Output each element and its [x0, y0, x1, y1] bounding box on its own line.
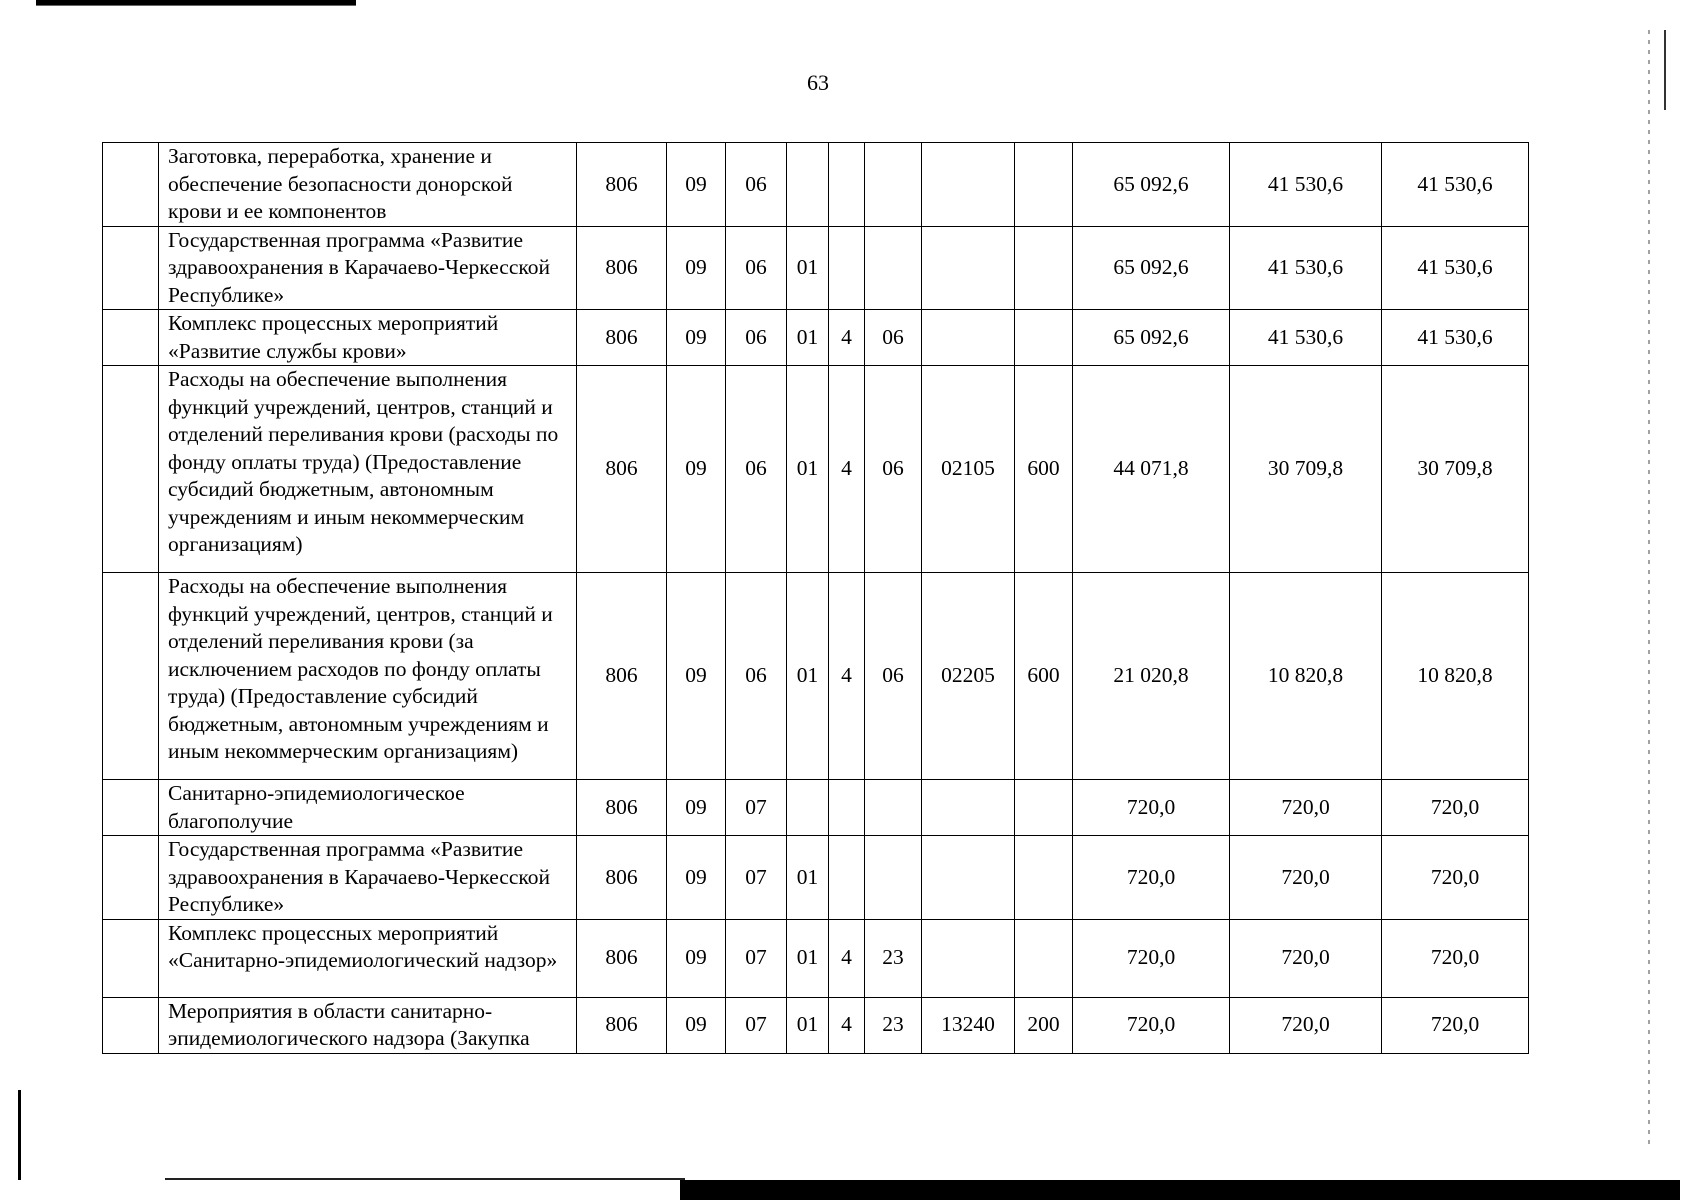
table-row [103, 780, 1529, 836]
budget-table-body [103, 143, 1529, 1054]
section-code-cell: 09 [667, 310, 726, 366]
subprogram-code-cell: 4 [829, 310, 865, 366]
row-index-cell [103, 836, 159, 920]
item-code-cell [865, 226, 922, 310]
agency-code-cell: 806 [577, 226, 667, 310]
expense-type-cell [1015, 226, 1073, 310]
expense-type-cell [1015, 780, 1073, 836]
item-name-cell: Заготовка, переработка, хранение и обеспечение безопасности донорской крови и ее компонентов [159, 143, 577, 227]
direction-code-cell: 13240 [922, 997, 1015, 1053]
subsection-code-cell: 06 [726, 310, 787, 366]
subprogram-code-cell: 4 [829, 366, 865, 573]
item-code-cell: 06 [865, 366, 922, 573]
item-code-cell [865, 780, 922, 836]
section-code-cell: 09 [667, 836, 726, 920]
section-code-cell: 09 [667, 780, 726, 836]
item-name-cell: Мероприятия в области санитарно-эпидемиологического надзора (Закупка [159, 997, 577, 1053]
table-row [103, 836, 1529, 920]
section-code-cell: 09 [667, 997, 726, 1053]
scan-artifact-right-edge-mark [1664, 30, 1666, 110]
program-code-cell: 01 [787, 919, 829, 997]
amount-year3-cell: 10 820,8 [1382, 573, 1529, 780]
row-index-cell [103, 143, 159, 227]
amount-year3-cell: 720,0 [1382, 780, 1529, 836]
amount-year3-cell: 41 530,6 [1382, 310, 1529, 366]
subsection-code-cell: 07 [726, 997, 787, 1053]
direction-code-cell: 02105 [922, 366, 1015, 573]
scan-artifact-top-thin-line [36, 5, 356, 6]
subprogram-code-cell [829, 226, 865, 310]
row-index-cell [103, 226, 159, 310]
section-code-cell: 09 [667, 226, 726, 310]
amount-year3-cell: 720,0 [1382, 997, 1529, 1053]
program-code-cell: 01 [787, 366, 829, 573]
amount-year1-cell: 65 092,6 [1073, 143, 1230, 227]
amount-year1-cell: 21 020,8 [1073, 573, 1230, 780]
row-index-cell [103, 310, 159, 366]
direction-code-cell [922, 836, 1015, 920]
scan-artifact-left-edge [18, 1090, 21, 1180]
row-index-cell [103, 997, 159, 1053]
subprogram-code-cell [829, 836, 865, 920]
item-name-cell: Расходы на обеспечение выполнения функций учреждений, центров, станций и отделений переливания крови (за исключением расходов по фонду оплаты труда) (Предоставление субсидий бюджетным, автономным учреждениям и иным некоммерческим организациям) [159, 573, 577, 780]
row-index-cell [103, 919, 159, 997]
subsection-code-cell: 06 [726, 143, 787, 227]
amount-year2-cell: 30 709,8 [1230, 366, 1382, 573]
item-code-cell: 23 [865, 919, 922, 997]
agency-code-cell: 806 [577, 997, 667, 1053]
amount-year1-cell: 65 092,6 [1073, 310, 1230, 366]
agency-code-cell: 806 [577, 143, 667, 227]
agency-code-cell: 806 [577, 836, 667, 920]
amount-year3-cell: 720,0 [1382, 919, 1529, 997]
expense-type-cell [1015, 310, 1073, 366]
item-code-cell: 06 [865, 573, 922, 780]
amount-year2-cell: 41 530,6 [1230, 226, 1382, 310]
agency-code-cell: 806 [577, 310, 667, 366]
scan-artifact-bottom-bar [680, 1180, 1680, 1200]
amount-year1-cell: 720,0 [1073, 836, 1230, 920]
direction-code-cell [922, 310, 1015, 366]
section-code-cell: 09 [667, 573, 726, 780]
amount-year1-cell: 720,0 [1073, 919, 1230, 997]
table-row [103, 143, 1529, 227]
subprogram-code-cell [829, 143, 865, 227]
table-row [103, 310, 1529, 366]
item-name-cell: Государственная программа «Развитие здравоохранения в Карачаево-Черкесской Республике» [159, 226, 577, 310]
program-code-cell: 01 [787, 310, 829, 366]
item-name-cell: Комплекс процессных мероприятий «Развитие службы крови» [159, 310, 577, 366]
row-index-cell [103, 780, 159, 836]
section-code-cell: 09 [667, 919, 726, 997]
item-code-cell [865, 836, 922, 920]
direction-code-cell [922, 143, 1015, 227]
amount-year3-cell: 30 709,8 [1382, 366, 1529, 573]
section-code-cell: 09 [667, 143, 726, 227]
amount-year2-cell: 41 530,6 [1230, 143, 1382, 227]
subprogram-code-cell: 4 [829, 573, 865, 780]
item-name-cell: Государственная программа «Развитие здравоохранения в Карачаево-Черкесской Республике» [159, 836, 577, 920]
program-code-cell [787, 143, 829, 227]
program-code-cell: 01 [787, 997, 829, 1053]
table-row [103, 997, 1529, 1053]
direction-code-cell [922, 919, 1015, 997]
item-name-cell: Санитарно-эпидемиологическое благополучие [159, 780, 577, 836]
subsection-code-cell: 06 [726, 573, 787, 780]
agency-code-cell: 806 [577, 366, 667, 573]
table-row [103, 573, 1529, 780]
budget-table [102, 142, 1529, 1054]
item-code-cell: 23 [865, 997, 922, 1053]
expense-type-cell [1015, 919, 1073, 997]
subprogram-code-cell: 4 [829, 997, 865, 1053]
expense-type-cell: 200 [1015, 997, 1073, 1053]
item-code-cell: 06 [865, 310, 922, 366]
item-name-cell: Расходы на обеспечение выполнения функций учреждений, центров, станций и отделений переливания крови (расходы по фонду оплаты труда) (Предоставление субсидий бюджетным, автономным учреждениям и иным некоммерческим организациям) [159, 366, 577, 573]
agency-code-cell: 806 [577, 919, 667, 997]
amount-year2-cell: 720,0 [1230, 836, 1382, 920]
subsection-code-cell: 06 [726, 226, 787, 310]
table-row [103, 366, 1529, 573]
agency-code-cell: 806 [577, 573, 667, 780]
agency-code-cell: 806 [577, 780, 667, 836]
program-code-cell: 01 [787, 836, 829, 920]
item-code-cell [865, 143, 922, 227]
expense-type-cell [1015, 143, 1073, 227]
amount-year2-cell: 41 530,6 [1230, 310, 1382, 366]
subsection-code-cell: 07 [726, 780, 787, 836]
amount-year2-cell: 10 820,8 [1230, 573, 1382, 780]
subprogram-code-cell [829, 780, 865, 836]
program-code-cell [787, 780, 829, 836]
table-row [103, 226, 1529, 310]
table-row [103, 919, 1529, 997]
amount-year3-cell: 41 530,6 [1382, 226, 1529, 310]
amount-year1-cell: 65 092,6 [1073, 226, 1230, 310]
amount-year1-cell: 44 071,8 [1073, 366, 1230, 573]
subsection-code-cell: 06 [726, 366, 787, 573]
subsection-code-cell: 07 [726, 836, 787, 920]
amount-year2-cell: 720,0 [1230, 780, 1382, 836]
row-index-cell [103, 573, 159, 780]
scan-artifact-right-edge [1648, 30, 1650, 1150]
amount-year1-cell: 720,0 [1073, 780, 1230, 836]
direction-code-cell: 02205 [922, 573, 1015, 780]
amount-year1-cell: 720,0 [1073, 997, 1230, 1053]
expense-type-cell: 600 [1015, 573, 1073, 780]
amount-year2-cell: 720,0 [1230, 919, 1382, 997]
program-code-cell: 01 [787, 573, 829, 780]
scan-artifact-bottom-thin-line [165, 1178, 685, 1180]
direction-code-cell [922, 780, 1015, 836]
subsection-code-cell: 07 [726, 919, 787, 997]
item-name-cell: Комплекс процессных мероприятий «Санитарно-эпидемиологический надзор» [159, 919, 577, 997]
amount-year2-cell: 720,0 [1230, 997, 1382, 1053]
section-code-cell: 09 [667, 366, 726, 573]
amount-year3-cell: 41 530,6 [1382, 143, 1529, 227]
subprogram-code-cell: 4 [829, 919, 865, 997]
expense-type-cell [1015, 836, 1073, 920]
program-code-cell: 01 [787, 226, 829, 310]
page-number: 63 [807, 70, 829, 95]
amount-year3-cell: 720,0 [1382, 836, 1529, 920]
direction-code-cell [922, 226, 1015, 310]
expense-type-cell: 600 [1015, 366, 1073, 573]
row-index-cell [103, 366, 159, 573]
